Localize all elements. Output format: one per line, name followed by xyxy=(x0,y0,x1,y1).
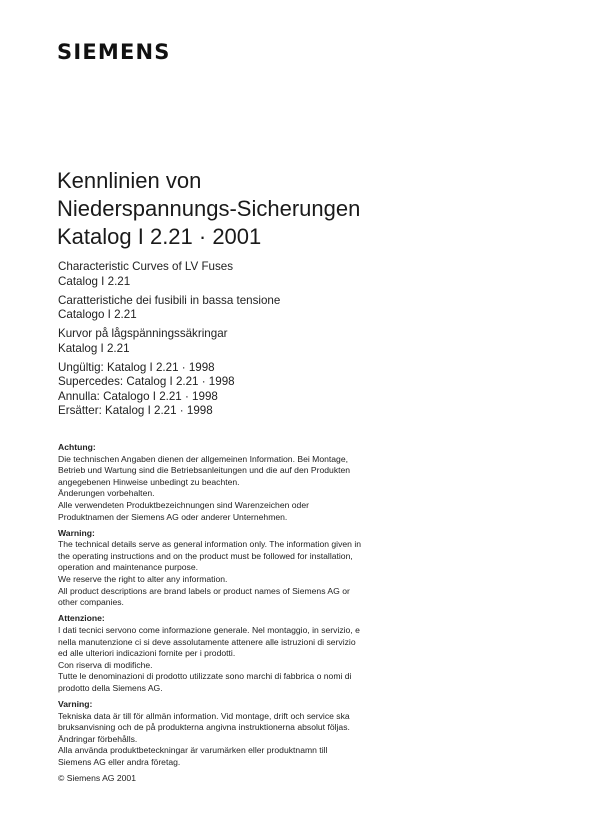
notice-english xyxy=(58,528,418,609)
notice-german xyxy=(58,442,418,523)
notice-line: Tekniska data är till för allmän information. Vid montage, drift och service ska xyxy=(58,710,350,721)
notice-line: Betrieb und Wartung sind die Betriebsanleitungen und die auf den Produkten xyxy=(58,465,351,476)
notice-heading: Warning: xyxy=(58,527,95,538)
notice-heading: Achtung: xyxy=(58,442,96,452)
notice-swedish xyxy=(58,699,418,769)
notice-line: bruksanvisning och de på produkterna angivna instruktionerna absolut följas. xyxy=(58,722,350,733)
notice-line: prodotto della Siemens AG. xyxy=(58,682,163,693)
subtitle-line: Catalogo I 2.21 xyxy=(58,308,137,321)
translated-titles xyxy=(58,260,280,423)
title-line: Kennlinien von xyxy=(57,168,202,193)
title-line: Katalog I 2.21 · 2001 xyxy=(57,224,262,249)
subtitle-line: Caratteristiche dei fusibili in bassa tensione xyxy=(58,293,281,307)
subtitle-line: Kurvor på lågspänningssäkringar xyxy=(58,327,228,340)
subtitle-line: Catalog I 2.21 xyxy=(58,274,131,288)
subtitle-italian xyxy=(58,294,280,323)
copyright-text: © Siemens AG 2001 xyxy=(58,773,136,784)
notice-line: ed alle ulteriori indicazioni fornite per i prodotti. xyxy=(58,648,236,659)
subtitle-english xyxy=(58,260,280,289)
subtitle-swedish xyxy=(58,327,280,356)
notice-line: Produktnamen der Siemens AG oder anderer Unternehmen. xyxy=(58,511,288,522)
notice-line: Die technischen Angaben dienen der allgemeinen Information. Bei Montage, xyxy=(58,453,348,464)
notice-line: other companies. xyxy=(58,597,124,608)
notice-heading: Varning: xyxy=(58,698,93,709)
document-title xyxy=(57,167,360,251)
notice-line: We reserve the right to alter any information. xyxy=(58,574,228,585)
subtitle-line: Katalog I 2.21 xyxy=(58,341,130,355)
notice-line: Alle verwendeten Produktbezeichnungen sind Warenzeichen oder xyxy=(58,499,309,510)
legal-notices xyxy=(58,442,418,785)
notice-line: The technical details serve as general information only. The information given in xyxy=(58,539,362,550)
supersedes-line: Annulla: Catalogo I 2.21 · 1998 xyxy=(58,389,218,403)
supersedes-line: Ungültig: Katalog I 2.21 · 1998 xyxy=(58,360,215,374)
siemens-logo: SIEMENS xyxy=(57,40,171,64)
notice-line: operation and maintenance purpose. xyxy=(58,562,198,573)
notice-line: Ändringar förbehålls. xyxy=(58,733,138,744)
title-line: Niederspannungs-Sicherungen xyxy=(57,196,361,221)
notice-italian xyxy=(58,613,418,694)
notice-heading: Attenzione: xyxy=(58,613,105,624)
supersedes-block xyxy=(58,361,280,419)
notice-line: Siemens AG eller andra företag. xyxy=(58,756,181,767)
notice-line: Tutte le denominazioni di prodotto utilizzate sono marchi di fabbrica o nomi di xyxy=(58,671,352,682)
notice-line: angegebenen Hinweise unbedingt zu beachten. xyxy=(58,476,240,487)
subtitle-line: Characteristic Curves of LV Fuses xyxy=(58,260,234,273)
notice-line: All product descriptions are brand labels or product names of Siemens AG or xyxy=(58,585,350,596)
supersedes-line: Ersätter: Katalog I 2.21 · 1998 xyxy=(58,404,213,417)
notice-line: the operating instructions and on the product must be followed for installation, xyxy=(58,550,353,561)
notice-line: Änderungen vorbehalten. xyxy=(58,488,155,499)
notice-line: Con riserva di modifiche. xyxy=(58,659,153,670)
supersedes-line: Supercedes: Catalog I 2.21 · 1998 xyxy=(58,375,235,388)
notice-line: Alla använda produktbeteckningar är varumärken eller produktnamn till xyxy=(58,745,328,756)
notice-line: I dati tecnici servono come informazione generale. Nel montaggio, in servizio, e xyxy=(58,624,360,635)
notice-line: nella manutenzione ci si deve assolutamente attenere alle istruzioni di servizio xyxy=(58,636,356,647)
